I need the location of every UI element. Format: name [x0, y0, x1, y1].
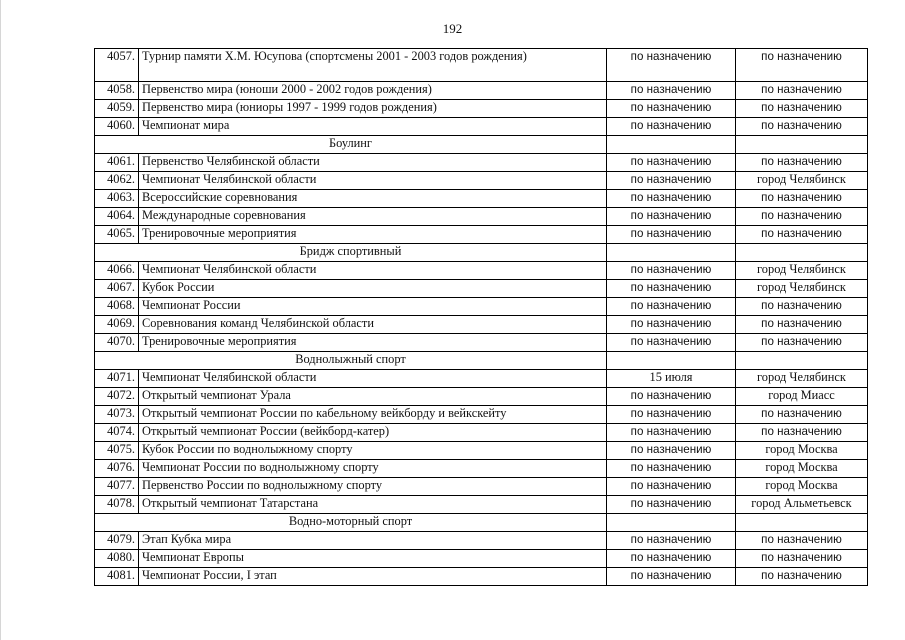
event-name: Первенство Челябинской области	[139, 154, 607, 172]
table-row	[95, 478, 868, 496]
table-row	[95, 550, 868, 568]
event-place: город Челябинск	[736, 262, 868, 280]
table-row	[95, 82, 868, 100]
event-date: по назначению	[607, 478, 736, 496]
event-name: Чемпионат Челябинской области	[139, 370, 607, 388]
table-row	[95, 568, 868, 586]
row-number: 4078.	[95, 496, 139, 514]
table-row	[95, 280, 868, 298]
table-row	[95, 334, 868, 352]
event-date: по назначению	[607, 280, 736, 298]
row-number: 4076.	[95, 460, 139, 478]
section-title: Водно-моторный спорт	[95, 514, 607, 532]
table-body	[95, 49, 868, 586]
row-number: 4058.	[95, 82, 139, 100]
table-row	[95, 460, 868, 478]
row-number: 4081.	[95, 568, 139, 586]
row-number: 4063.	[95, 190, 139, 208]
event-name: Чемпионат России	[139, 298, 607, 316]
section-empty-place-cell	[736, 244, 868, 262]
table-row	[95, 532, 868, 550]
event-place: по назначению	[736, 298, 868, 316]
event-place: город Альметьевск	[736, 496, 868, 514]
event-date: по назначению	[607, 190, 736, 208]
event-date: по назначению	[607, 154, 736, 172]
event-name: Соревнования команд Челябинской области	[139, 316, 607, 334]
event-name: Открытый чемпионат Татарстана	[139, 496, 607, 514]
table-row	[95, 298, 868, 316]
row-number: 4062.	[95, 172, 139, 190]
event-date: по назначению	[607, 334, 736, 352]
event-date: 15 июля	[607, 370, 736, 388]
event-date: по назначению	[607, 118, 736, 136]
section-title: Боулинг	[95, 136, 607, 154]
table-row	[95, 424, 868, 442]
event-place: город Челябинск	[736, 370, 868, 388]
row-number: 4060.	[95, 118, 139, 136]
event-place: город Москва	[736, 478, 868, 496]
row-number: 4064.	[95, 208, 139, 226]
event-date: по назначению	[607, 496, 736, 514]
table-row	[95, 118, 868, 136]
event-place: по назначению	[736, 568, 868, 586]
event-name: Тренировочные мероприятия	[139, 226, 607, 244]
row-number: 4059.	[95, 100, 139, 118]
table-row	[95, 370, 868, 388]
event-date: по назначению	[607, 388, 736, 406]
table-row	[95, 226, 868, 244]
section-header-row	[95, 352, 868, 370]
event-date: по назначению	[607, 442, 736, 460]
event-date: по назначению	[607, 424, 736, 442]
event-name: Кубок России	[139, 280, 607, 298]
event-place: город Челябинск	[736, 172, 868, 190]
section-empty-date-cell	[607, 244, 736, 262]
section-header-row	[95, 514, 868, 532]
section-empty-date-cell	[607, 514, 736, 532]
row-number: 4080.	[95, 550, 139, 568]
event-name: Этап Кубка мира	[139, 532, 607, 550]
row-number: 4071.	[95, 370, 139, 388]
event-date: по назначению	[607, 208, 736, 226]
row-number: 4079.	[95, 532, 139, 550]
event-name: Открытый чемпионат Урала	[139, 388, 607, 406]
event-name: Чемпионат мира	[139, 118, 607, 136]
table-row	[95, 316, 868, 334]
event-place: по назначению	[736, 190, 868, 208]
table-row	[95, 172, 868, 190]
event-place: по назначению	[736, 100, 868, 118]
table-row	[95, 100, 868, 118]
row-number: 4067.	[95, 280, 139, 298]
event-date: по назначению	[607, 172, 736, 190]
event-place: по назначению	[736, 406, 868, 424]
row-number: 4065.	[95, 226, 139, 244]
event-name: Международные соревнования	[139, 208, 607, 226]
event-name: Тренировочные мероприятия	[139, 334, 607, 352]
table-row	[95, 208, 868, 226]
row-number: 4077.	[95, 478, 139, 496]
event-date: по назначению	[607, 406, 736, 424]
event-name: Первенство мира (юниоры 1997 - 1999 годов рождения)	[139, 100, 607, 118]
section-empty-place-cell	[736, 136, 868, 154]
event-date: по назначению	[607, 568, 736, 586]
event-place: по назначению	[736, 334, 868, 352]
section-header-row	[95, 244, 868, 262]
section-empty-place-cell	[736, 352, 868, 370]
event-date: по назначению	[607, 82, 736, 100]
table-row	[95, 496, 868, 514]
event-place: по назначению	[736, 154, 868, 172]
event-date: по назначению	[607, 100, 736, 118]
event-date: по назначению	[607, 49, 736, 82]
event-date: по назначению	[607, 262, 736, 280]
event-name: Чемпионат Европы	[139, 550, 607, 568]
event-date: по назначению	[607, 226, 736, 244]
table-row	[95, 190, 868, 208]
table-row	[95, 262, 868, 280]
table-row	[95, 388, 868, 406]
table-row	[95, 49, 868, 82]
event-place: по назначению	[736, 532, 868, 550]
event-name: Открытый чемпионат России по кабельному вейкборду и вейкскейту	[139, 406, 607, 424]
event-place: по назначению	[736, 550, 868, 568]
row-number: 4075.	[95, 442, 139, 460]
event-name: Чемпионат России по воднолыжному спорту	[139, 460, 607, 478]
event-place: город Миасс	[736, 388, 868, 406]
row-number: 4057.	[95, 49, 139, 82]
event-place: город Москва	[736, 442, 868, 460]
event-name: Кубок России по воднолыжному спорту	[139, 442, 607, 460]
event-place: по назначению	[736, 118, 868, 136]
event-place: по назначению	[736, 82, 868, 100]
row-number: 4070.	[95, 334, 139, 352]
event-place: по назначению	[736, 424, 868, 442]
section-header-row	[95, 136, 868, 154]
section-empty-place-cell	[736, 514, 868, 532]
event-date: по назначению	[607, 532, 736, 550]
event-name: Турнир памяти Х.М. Юсупова (спортсмены 2001 - 2003 годов рождения)	[139, 49, 607, 82]
row-number: 4066.	[95, 262, 139, 280]
section-title: Бридж спортивный	[95, 244, 607, 262]
event-date: по назначению	[607, 298, 736, 316]
event-name: Чемпионат Челябинской области	[139, 262, 607, 280]
table-row	[95, 406, 868, 424]
page-edge-line	[0, 0, 1, 640]
event-date: по назначению	[607, 460, 736, 478]
sports-events-table	[94, 48, 868, 586]
event-date: по назначению	[607, 550, 736, 568]
event-name: Чемпионат Челябинской области	[139, 172, 607, 190]
event-name: Первенство России по воднолыжному спорту	[139, 478, 607, 496]
event-name: Первенство мира (юноши 2000 - 2002 годов рождения)	[139, 82, 607, 100]
row-number: 4061.	[95, 154, 139, 172]
event-place: по назначению	[736, 208, 868, 226]
row-number: 4068.	[95, 298, 139, 316]
row-number: 4074.	[95, 424, 139, 442]
event-date: по назначению	[607, 316, 736, 334]
page-number: 192	[442, 21, 463, 36]
event-place: город Москва	[736, 460, 868, 478]
section-title: Воднолыжный спорт	[95, 352, 607, 370]
event-name: Открытый чемпионат России (вейкборд-катер)	[139, 424, 607, 442]
event-place: город Челябинск	[736, 280, 868, 298]
section-empty-date-cell	[607, 136, 736, 154]
table-row	[95, 154, 868, 172]
event-place: по назначению	[736, 226, 868, 244]
row-number: 4073.	[95, 406, 139, 424]
event-place: по назначению	[736, 316, 868, 334]
event-name: Всероссийские соревнования	[139, 190, 607, 208]
row-number: 4072.	[95, 388, 139, 406]
row-number: 4069.	[95, 316, 139, 334]
event-place: по назначению	[736, 49, 868, 82]
section-empty-date-cell	[607, 352, 736, 370]
table-row	[95, 442, 868, 460]
event-name: Чемпионат России, I этап	[139, 568, 607, 586]
